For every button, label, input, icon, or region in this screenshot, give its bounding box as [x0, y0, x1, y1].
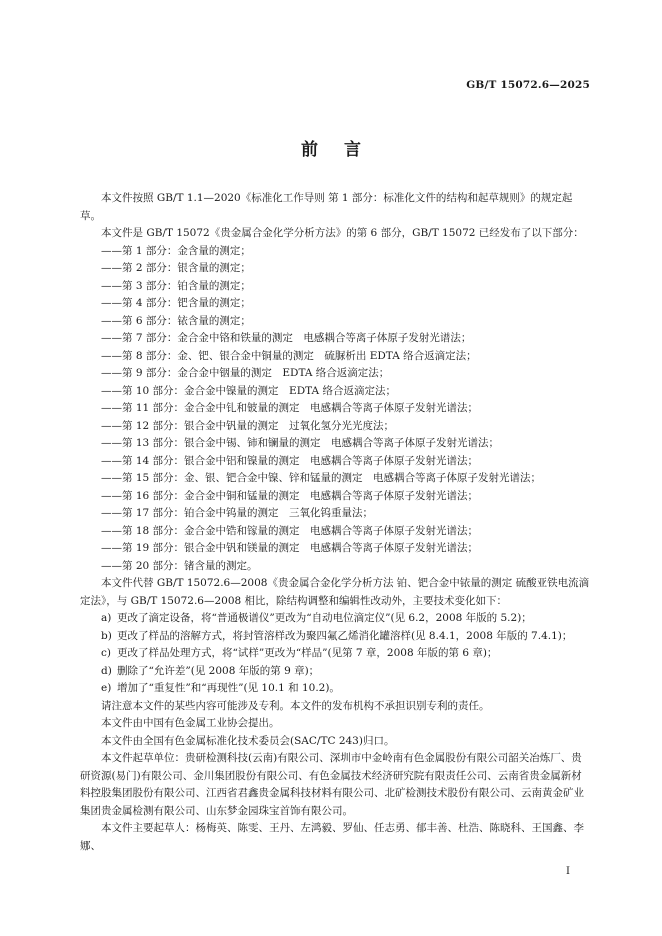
list-item: ——第 1 部分：金含量的测定；: [101, 244, 251, 257]
list-item: ——第 11 部分：金合金中钆和铍量的测定 电感耦合等离子体原子发射光谱法；: [101, 402, 479, 414]
change-item: [80, 645, 592, 663]
standard-number: GB/T 15072.6—2025: [466, 79, 590, 91]
change-item: [80, 628, 592, 646]
change-mark: d): [101, 664, 112, 677]
change-text: 更改了样品处理方式，将“试样”更改为“样品”(见第 7 章，2008 年版的第 6 章)；: [117, 647, 498, 659]
list-item: ——第 3 部分：铂含量的测定；: [101, 279, 251, 292]
list-item: ——第 16 部分：金合金中铜和锰量的测定 电感耦合等离子体原子发射光谱法；: [101, 489, 479, 502]
paragraph-drafting-units: 本文件起草单位：贵研检测科技(云南)有限公司、深圳市中金岭南有色金属股份有限公司韶关冶炼厂、贵研资源(易门)有限公司、金川集团股份有限公司、有色金属技术经济研究院有限责任公司、云南省贵金属新材料控股集团股份有限公司、江西省君鑫贵金属科技材料有限公司、北矿检测技术股份有限公司、云南黄金矿业集团贵金属检测有限公司、山东梦金园珠宝首饰有限公司。: [80, 752, 584, 817]
list-item: ——第 19 部分：银合金中钒和镁量的测定 电感耦合等离子体原子发射光谱法；: [101, 542, 479, 554]
page-title: 前言: [301, 140, 387, 160]
list-item: ——第 13 部分：银合金中锡、铈和镧量的测定 电感耦合等离子体原子发射光谱法；: [101, 437, 500, 449]
list-item: ——第 8 部分：金、钯、银合金中铜量的测定 硫脲析出 EDTA 络合返滴定法；: [101, 349, 477, 362]
change-item: [80, 680, 592, 698]
change-text: 删除了“允许差”(见 2008 年版的第 9 章)；: [117, 664, 320, 677]
parts-list: [80, 243, 592, 576]
list-item: ——第 15 部分：金、银、钯合金中镍、锌和锰量的测定 电感耦合等离子体原子发射光谱法；: [101, 472, 542, 484]
change-item: [80, 663, 592, 681]
list-item: ——第 14 部分：银合金中铝和镍量的测定 电感耦合等离子体原子发射光谱法；: [101, 454, 479, 467]
change-mark: b): [101, 629, 112, 642]
change-item: [80, 610, 592, 628]
list-item: ——第 2 部分：银含量的测定；: [101, 262, 251, 274]
paragraph-committee: 本文件由全国有色金属标准化技术委员会(SAC/TC 243)归口。: [101, 734, 395, 747]
change-mark: c): [101, 647, 111, 659]
list-item: ——第 7 部分：金合金中铬和铁量的测定 电感耦合等离子体原子发射光谱法；: [101, 332, 472, 344]
change-mark: a): [101, 612, 112, 624]
change-mark: e): [101, 682, 112, 694]
paragraph-proposer: 本文件由中国有色金属工业协会提出。: [101, 717, 280, 729]
change-text: 增加了“重复性”和“再现性”(见 10.1 和 10.2)。: [117, 682, 340, 694]
page-number: I: [566, 866, 570, 877]
list-item: ——第 4 部分：钯含量的测定；: [101, 297, 251, 309]
change-text: 更改了样品的溶解方式，将封管溶样改为聚四氟乙烯消化罐溶样(见 8.4.1，2008 年版的 7.4.1)；: [117, 629, 573, 642]
list-item: ——第 17 部分：铂合金中钨量的测定 三氧化钨重量法；: [101, 507, 374, 519]
paragraph-drafters: 本文件主要起草人：杨梅英、陈雯、王丹、左鸿毅、罗仙、任志勇、郁丰善、杜浩、陈晓科、王国鑫、李娜、: [80, 822, 584, 852]
list-item: ——第 20 部分：锗含量的测定。: [101, 559, 258, 572]
paragraph-part-intro: 本文件是 GB/T 15072《贵金属合金化学分析方法》的第 6 部分，GB/T 15072 已经发布了以下部分：: [101, 227, 584, 239]
list-item: ——第 12 部分：银合金中钒量的测定 过氧化氢分光光度法；: [101, 419, 395, 432]
list-item: ——第 6 部分：铱含量的测定；: [101, 314, 251, 327]
paragraph-patent-notice: 请注意本文件的某些内容可能涉及专利。本文件的发布机构不承担识别专利的责任。: [101, 699, 490, 712]
list-item: ——第 10 部分：金合金中镍量的测定 EDTA 络合返滴定法；: [101, 384, 396, 397]
paragraph-replacement: 本文件代替 GB/T 15072.6—2008《贵金属合金化学分析方法 铂、钯合金中铱量的测定 硫酸亚铁电流滴定法》，与 GB/T 15072.6—2008 相比，除结构调整和编辑性改动外，主要技术变化如下：: [80, 577, 590, 607]
paragraph-drafting-rules: 本文件按照 GB/T 1.1—2020《标准化工作导则 第 1 部分：标准化文件的结构和起草规则》的规定起草。: [80, 192, 573, 222]
list-item: ——第 9 部分：金合金中铟量的测定 EDTA 络合返滴定法；: [101, 367, 390, 379]
document-body: [80, 190, 592, 855]
list-item: ——第 18 部分：金合金中锆和镓量的测定 电感耦合等离子体原子发射光谱法；: [101, 524, 479, 537]
change-text: 更改了滴定设备，将“普通极谱仪”更改为“自动电位滴定仪”(见 6.2，2008 年版的 5.2)；: [117, 612, 532, 624]
changes-list: [80, 610, 592, 698]
